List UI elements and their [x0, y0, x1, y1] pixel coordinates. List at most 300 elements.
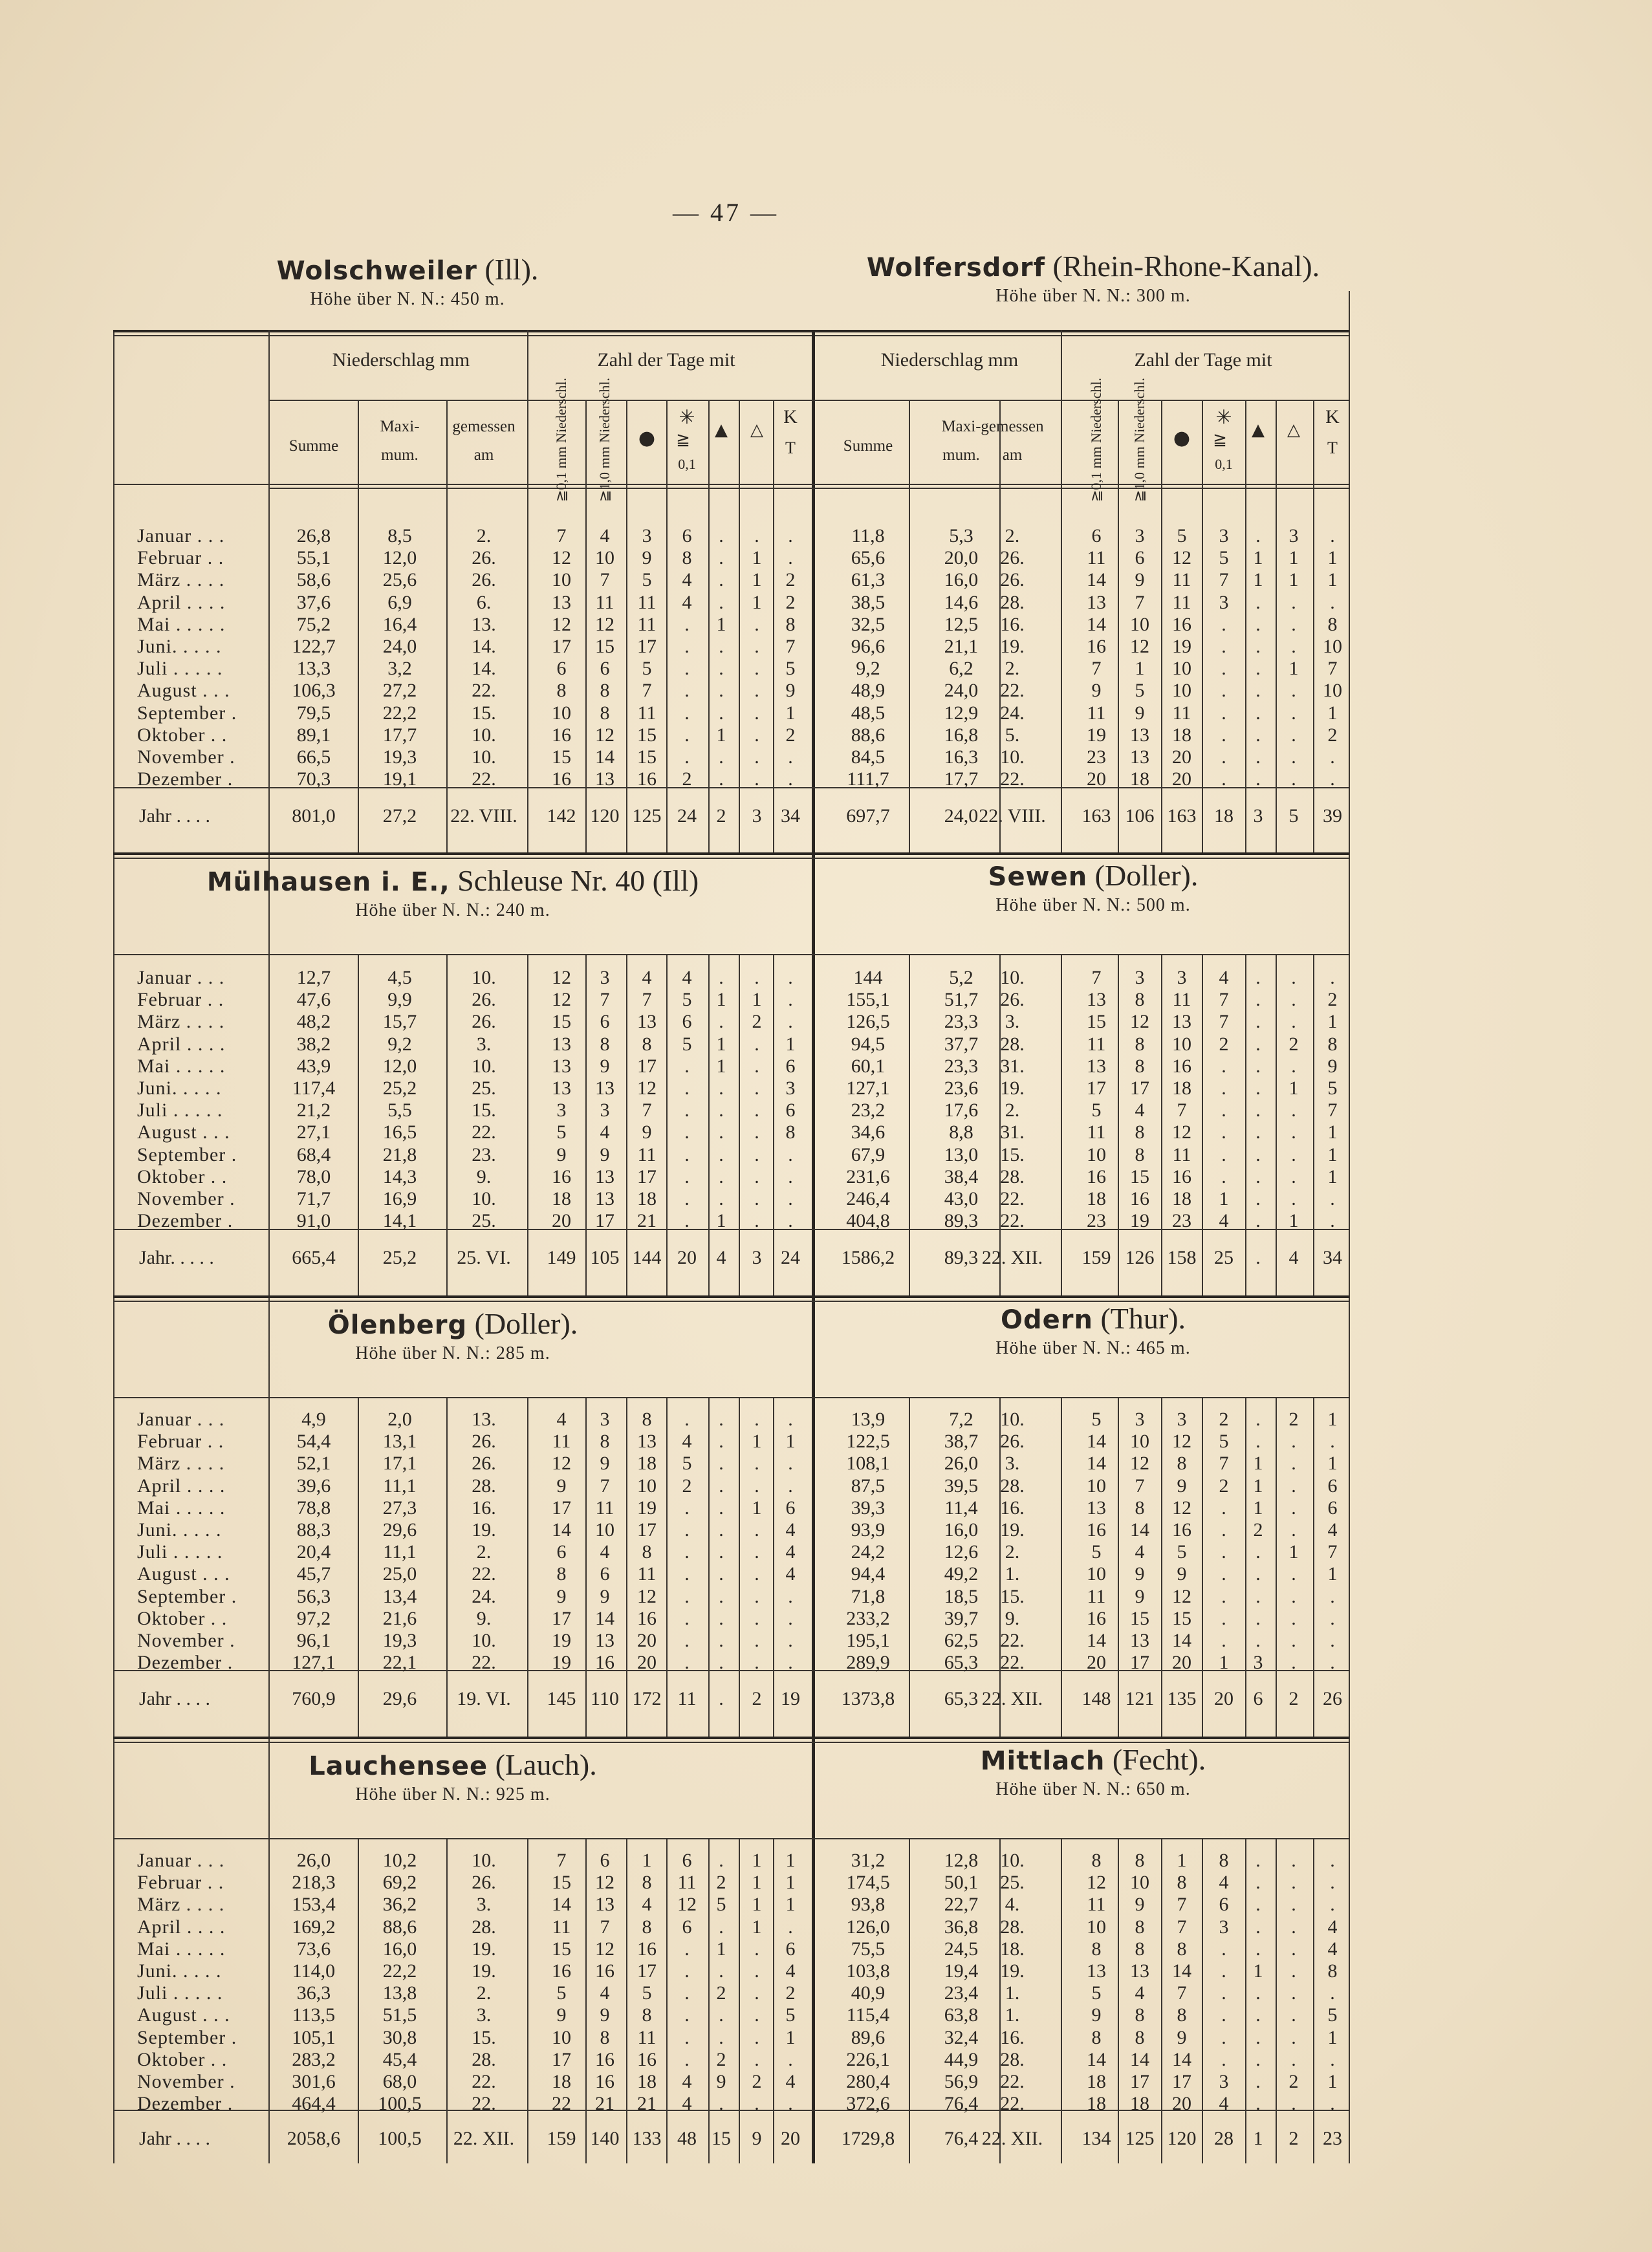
data-cell: 1: [1327, 1409, 1338, 1430]
month-label: März . . . .: [137, 1453, 225, 1475]
data-cell: 1: [716, 724, 726, 746]
data-cell: .: [1291, 680, 1296, 702]
data-cell: .: [719, 1187, 724, 1209]
month-label: Mai . . . . .: [137, 1055, 226, 1077]
data-cell: .: [719, 1475, 724, 1497]
data-cell: 7: [600, 569, 610, 591]
year-total-wolfersdorf-9: 39: [1323, 805, 1342, 827]
data-cell: 18: [1172, 724, 1191, 746]
station-name-mittlach: [981, 1742, 1206, 1777]
data-cell: 1: [716, 613, 726, 635]
data-cell: 51,5: [382, 2004, 417, 2026]
data-cell: 29,6: [382, 1519, 417, 1541]
header-col-divider-right-5: [1202, 400, 1203, 484]
year-total-odern-6: 20: [1214, 1688, 1234, 1709]
hail-icon-right: ▲: [1252, 420, 1265, 440]
data-cell: 8: [600, 2026, 610, 2048]
data-cell: .: [754, 1409, 759, 1430]
data-col-muelhausen-7: [717, 967, 726, 1232]
data-cell: 283,2: [292, 2048, 336, 2070]
data-cell: 17: [1130, 2070, 1149, 2092]
data-cell: .: [1255, 2004, 1261, 2026]
data-cell: 1: [752, 547, 762, 569]
data-cell: 7: [1219, 569, 1229, 591]
data-col-muelhausen-3: [552, 967, 571, 1232]
data-cell: 5: [1177, 525, 1187, 547]
data-col-odern-4: [1130, 1409, 1149, 1674]
data-col-divider-2-left-1: [446, 1397, 448, 1737]
data-cell: 3: [1219, 591, 1229, 613]
data-cell: 9: [1135, 702, 1145, 724]
data-cell: .: [1255, 1894, 1261, 1916]
data-cell: 13: [1087, 1055, 1106, 1077]
month-label: Januar . . .: [137, 525, 225, 547]
data-cell: .: [1255, 1938, 1261, 1960]
data-cell: 103,8: [846, 1960, 890, 1982]
header-col-divider-right-8: [1313, 400, 1314, 484]
data-cell: 17: [637, 1960, 657, 1982]
data-cell: 23: [1172, 1210, 1191, 1232]
data-cell: 8: [600, 680, 610, 702]
data-cell: .: [1221, 1960, 1226, 1982]
data-col-divider-2-right-0: [909, 1397, 910, 1737]
data-cell: 27,3: [382, 1497, 417, 1519]
data-cell: 2,0: [387, 1409, 412, 1430]
data-cell: 13: [595, 1165, 614, 1187]
data-cell: .: [1255, 1011, 1261, 1033]
data-col-lauchensee-5: [637, 1850, 657, 2115]
data-col-divider-1-left-0: [358, 954, 359, 1295]
data-col-wolschweiler-7: [717, 525, 726, 790]
header-col-divider-left-7: [739, 400, 740, 484]
data-cell: 372,6: [846, 2093, 890, 2115]
data-cell: 1: [716, 989, 726, 1011]
data-cell: 68,4: [296, 1143, 331, 1165]
data-cell: 2: [752, 1011, 762, 1033]
data-cell: 18: [1172, 1187, 1191, 1209]
data-cell: .: [1330, 1982, 1335, 2004]
data-cell: 9: [642, 547, 652, 569]
data-cell: 19.: [1000, 1077, 1025, 1099]
data-cell: 9: [1135, 1894, 1145, 1916]
data-cell: 39,6: [296, 1475, 331, 1497]
data-cell: 4: [682, 1431, 692, 1453]
data-cell: 19: [637, 1497, 657, 1519]
data-cell: 12,5: [944, 613, 979, 635]
data-col-divider-2-left-5: [666, 1397, 668, 1737]
data-cell: 11,1: [383, 1475, 417, 1497]
data-cell: .: [1291, 1011, 1296, 1033]
table-top-rule-2: [113, 335, 1349, 336]
data-col-divider-1-left-7: [739, 954, 740, 1295]
data-cell: 6: [1219, 1894, 1229, 1916]
data-col-divider-0-left-4: [626, 484, 627, 852]
data-cell: 7: [1219, 989, 1229, 1011]
data-cell: 27,2: [382, 680, 417, 702]
data-cell: 22.: [472, 2093, 496, 2115]
data-cell: 22.: [472, 1652, 496, 1674]
data-col-mittlach-8: [1289, 1850, 1299, 2115]
data-cell: 8: [1177, 1453, 1187, 1475]
data-cell: 3.: [1005, 1011, 1020, 1033]
header-gemessen-right: gemessen am: [981, 418, 1044, 464]
year-total-odern-9: 26: [1323, 1688, 1342, 1709]
data-cell: 25.: [472, 1077, 496, 1099]
header-col-divider-left-6: [708, 400, 710, 484]
data-cell: 14: [1130, 1519, 1149, 1541]
data-cell: .: [1255, 1055, 1261, 1077]
data-cell: 94,5: [851, 1033, 886, 1055]
snow-sub-right: 0,1: [1215, 456, 1233, 472]
data-col-divider-0-right-3: [1118, 484, 1119, 852]
data-cell: 19,3: [382, 1629, 417, 1651]
snow-icon-left-sub: ≧: [676, 430, 690, 449]
data-cell: .: [1255, 768, 1261, 790]
data-cell: 8: [1135, 1121, 1145, 1143]
data-cell: 8: [785, 613, 796, 635]
data-cell: .: [1330, 1894, 1335, 1916]
data-cell: 16: [552, 1960, 571, 1982]
data-cell: 14.: [472, 635, 496, 657]
year-total-odern-7: 6: [1253, 1688, 1263, 1709]
data-cell: 12: [552, 967, 571, 988]
data-cell: 7: [1177, 1982, 1187, 2004]
data-cell: 1: [716, 1938, 726, 1960]
year-total-wolschweiler-6: 24: [677, 805, 697, 827]
month-label: Dezember .: [137, 1652, 234, 1674]
data-cell: 62,5: [944, 1629, 979, 1651]
data-cell: 23,3: [944, 1055, 979, 1077]
data-cell: 34,6: [851, 1121, 886, 1143]
data-cell: 52,1: [296, 1453, 331, 1475]
data-cell: .: [1221, 2048, 1226, 2070]
data-cell: 16,3: [944, 746, 979, 768]
data-cell: 26.: [472, 547, 496, 569]
data-cell: 45,7: [296, 1563, 331, 1585]
data-cell: 19: [1130, 1210, 1149, 1232]
data-cell: 88,3: [296, 1519, 331, 1541]
data-cell: 226,1: [846, 2048, 890, 2070]
data-cell: 1: [752, 1894, 762, 1916]
data-cell: .: [1221, 1938, 1226, 1960]
data-cell: .: [719, 967, 724, 988]
data-cell: 19.: [472, 1519, 496, 1541]
data-cell: .: [1221, 768, 1226, 790]
data-cell: .: [1255, 1165, 1261, 1187]
data-cell: 1: [785, 2026, 796, 2048]
data-cell: 3,2: [387, 658, 412, 680]
data-col-mittlach-4: [1130, 1850, 1149, 2115]
data-cell: 7: [1135, 1475, 1145, 1497]
data-cell: 71,8: [851, 1585, 886, 1607]
data-col-divider-0-left-5: [666, 484, 668, 852]
data-cell: .: [1291, 2004, 1296, 2026]
year-total-sewen-5: 158: [1167, 1247, 1197, 1268]
station-river: Schleuse Nr. 40 (Ill): [450, 864, 699, 897]
data-cell: 1: [1253, 1475, 1263, 1497]
month-label: Oktober . .: [137, 1165, 228, 1187]
year-total-wolfersdorf-2: 22. VIII.: [979, 805, 1046, 827]
data-cell: .: [719, 2026, 724, 2048]
data-cell: .: [754, 1099, 759, 1121]
data-cell: 22.: [1000, 1652, 1025, 1674]
data-cell: .: [754, 1629, 759, 1651]
station-height-oelenberg: Höhe über N. N.: 285 m.: [355, 1343, 550, 1363]
data-cell: 16: [1172, 613, 1191, 635]
data-cell: 4: [785, 1563, 796, 1585]
month-label: November .: [137, 2071, 235, 2093]
data-cell: 10: [1087, 1475, 1106, 1497]
data-cell: .: [1330, 1872, 1335, 1894]
year-total-odern-0: 1373,8: [841, 1688, 895, 1709]
month-column-1: [137, 967, 237, 1232]
data-col-divider-0-right-6: [1245, 484, 1246, 852]
station-height-muelhausen: Höhe über N. N.: 240 m.: [355, 900, 550, 920]
month-label: August . . .: [137, 1563, 230, 1585]
data-col-wolfersdorf-3: [1087, 525, 1106, 790]
data-cell: 13,3: [296, 658, 331, 680]
month-label: September .: [137, 702, 237, 724]
data-cell: 15: [1130, 1165, 1149, 1187]
data-cell: .: [1291, 1960, 1296, 1982]
data-cell: 4: [785, 1541, 796, 1563]
header-mid-rule-left: [268, 400, 812, 401]
year-total-muelhausen-6: 20: [677, 1247, 697, 1268]
data-cell: 7: [1177, 1916, 1187, 1938]
data-cell: 9: [1327, 1055, 1338, 1077]
data-cell: .: [684, 724, 690, 746]
year-total-lauchensee-3: 159: [547, 2128, 576, 2149]
data-cell: .: [754, 525, 759, 547]
month-label: Dezember .: [137, 768, 234, 790]
header-maximum-left: Maxi- mum.: [380, 418, 420, 464]
data-cell: 122,5: [846, 1431, 890, 1453]
data-col-odern-2: [1000, 1409, 1025, 1674]
data-cell: 7: [1177, 1099, 1187, 1121]
data-cell: 11: [637, 613, 657, 635]
data-col-divider-1-left-6: [708, 954, 710, 1295]
data-cell: 19.: [1000, 635, 1025, 657]
data-cell: 10: [552, 569, 571, 591]
data-cell: 16,8: [944, 724, 979, 746]
data-cell: 4: [1219, 1210, 1229, 1232]
data-cell: 1: [1327, 547, 1338, 569]
data-cell: 1: [1253, 1453, 1263, 1475]
data-cell: 15: [1172, 1607, 1191, 1629]
data-col-odern-3: [1087, 1409, 1106, 1674]
data-cell: .: [1221, 1497, 1226, 1519]
data-cell: 10: [1172, 680, 1191, 702]
data-col-muelhausen-9: [786, 967, 796, 1232]
data-cell: .: [1291, 1519, 1296, 1541]
data-col-divider-1-right-7: [1276, 954, 1277, 1295]
data-cell: .: [719, 525, 724, 547]
data-cell: .: [1330, 768, 1335, 790]
data-cell: 5: [556, 1982, 567, 2004]
data-cell: 1: [1288, 1541, 1299, 1563]
data-cell: .: [1330, 1187, 1335, 1209]
data-cell: .: [1291, 989, 1296, 1011]
data-cell: .: [1255, 591, 1261, 613]
data-col-divider-0-right-2: [1061, 484, 1062, 852]
data-col-divider-2-left-3: [585, 1397, 587, 1737]
station-title-lauchensee: [309, 1748, 596, 1805]
data-cell: 26.: [1000, 1431, 1025, 1453]
year-label-1: Jahr. . . . .: [139, 1247, 214, 1268]
data-cell: .: [719, 1607, 724, 1629]
year-total-muelhausen-4: 105: [590, 1247, 620, 1268]
data-cell: 8: [1135, 1916, 1145, 1938]
data-cell: 20: [1172, 2093, 1191, 2115]
month-label: November .: [137, 1188, 235, 1210]
data-cell: 2.: [1005, 1099, 1020, 1121]
data-cell: .: [754, 2093, 759, 2115]
header-bottom-rule-2: [268, 488, 1349, 489]
data-cell: 20: [637, 1629, 657, 1651]
data-cell: .: [1291, 1850, 1296, 1871]
data-cell: 1: [642, 1850, 652, 1871]
station-title-wolfersdorf: [867, 249, 1320, 307]
data-cell: 93,8: [851, 1894, 886, 1916]
header-ge01-left: ≧0,1 mm Niederschl.: [553, 378, 569, 502]
data-cell: 26,0: [944, 1453, 979, 1475]
data-col-divider-2-left-6: [708, 1397, 710, 1737]
data-cell: 11: [637, 1143, 657, 1165]
station-title-wolschweiler: [277, 252, 539, 310]
data-cell: 7: [785, 635, 796, 657]
data-col-wolschweiler-8: [752, 525, 762, 790]
data-cell: .: [684, 1409, 690, 1430]
data-col-lauchensee-0: [292, 1850, 336, 2115]
data-cell: 13: [552, 1033, 571, 1055]
data-cell: .: [719, 1077, 724, 1099]
data-cell: 66,5: [296, 746, 331, 768]
data-cell: 14,6: [944, 591, 979, 613]
data-cell: 6: [600, 1563, 610, 1585]
header-col-divider-right-0: [909, 400, 910, 484]
data-cell: 1.: [1005, 1982, 1020, 2004]
data-cell: 37,7: [944, 1033, 979, 1055]
data-cell: 5: [682, 1453, 692, 1475]
data-cell: .: [1330, 1607, 1335, 1629]
data-col-divider-3-right-0: [909, 1838, 910, 2163]
data-cell: 3.: [476, 1033, 492, 1055]
data-cell: 16: [1087, 1607, 1106, 1629]
data-cell: 9: [785, 680, 796, 702]
data-col-divider-3-right-4: [1161, 1838, 1162, 2163]
data-cell: 22.: [1000, 1187, 1025, 1209]
header-summe-right: Summe: [843, 437, 893, 455]
year-total-mittlach-1: 76,4: [944, 2128, 979, 2149]
data-col-oelenberg-1: [383, 1409, 417, 1674]
data-cell: 10: [552, 2026, 571, 2048]
data-cell: 122,7: [292, 635, 336, 657]
station-name-oelenberg: [328, 1306, 578, 1341]
data-cell: 13: [595, 1894, 614, 1916]
data-cell: 20: [1172, 768, 1191, 790]
month-label: Juni. . . . .: [137, 1960, 222, 1982]
data-cell: 9: [1135, 1585, 1145, 1607]
data-cell: 12: [552, 989, 571, 1011]
data-cell: 1: [1288, 569, 1299, 591]
data-col-oelenberg-4: [595, 1409, 614, 1674]
data-cell: .: [1221, 1585, 1226, 1607]
data-cell: .: [684, 680, 690, 702]
data-cell: .: [1221, 1165, 1226, 1187]
data-cell: 155,1: [846, 989, 890, 1011]
data-cell: 19.: [472, 1960, 496, 1982]
data-cell: .: [1255, 1121, 1261, 1143]
data-cell: 5: [1091, 1409, 1102, 1430]
data-cell: 7,2: [949, 1409, 973, 1430]
header-mid-rule-right: [812, 400, 1349, 401]
data-cell: 289,9: [846, 1652, 890, 1674]
thunder-sub-left: T: [785, 438, 796, 457]
data-cell: .: [788, 1629, 793, 1651]
station-river: (Doller).: [1087, 859, 1199, 892]
section-sep-0: [113, 852, 1349, 855]
data-cell: .: [788, 1916, 793, 1938]
month-label: Mai . . . . .: [137, 1497, 226, 1519]
data-cell: .: [1221, 1982, 1226, 2004]
data-cell: 15.: [1000, 1143, 1025, 1165]
data-cell: 39,7: [944, 1607, 979, 1629]
data-cell: 12: [552, 547, 571, 569]
data-cell: 4: [600, 525, 610, 547]
data-cell: 3: [1253, 1652, 1263, 1674]
data-cell: 6: [1091, 525, 1102, 547]
data-cell: 16: [637, 2048, 657, 2070]
year-total-mittlach-5: 120: [1167, 2128, 1197, 2149]
data-cell: .: [788, 525, 793, 547]
data-cell: 11: [552, 1916, 571, 1938]
data-col-divider-3-left-3: [585, 1838, 587, 2163]
data-cell: 4: [642, 1894, 652, 1916]
data-cell: .: [1221, 1055, 1226, 1077]
station-name-sewen: [988, 858, 1199, 893]
data-cell: .: [788, 1187, 793, 1209]
data-cell: 15.: [1000, 1585, 1025, 1607]
data-col-oelenberg-9: [786, 1409, 796, 1674]
data-cell: 10: [1087, 1143, 1106, 1165]
data-cell: 301,6: [292, 2070, 336, 2092]
station-river: (Doller).: [467, 1307, 578, 1340]
data-cell: 1: [1327, 569, 1338, 591]
data-cell: .: [754, 1982, 759, 2004]
data-cell: 28.: [1000, 2048, 1025, 2070]
data-cell: 2: [1219, 1033, 1229, 1055]
data-cell: .: [754, 635, 759, 657]
data-cell: 38,2: [296, 1033, 331, 1055]
data-col-divider-1-right-4: [1161, 954, 1162, 1295]
header-zahl-right: Zahl der Tage mit: [1134, 349, 1272, 371]
year-total-wolfersdorf-8: 5: [1288, 805, 1299, 827]
header-col-divider-left-8: [773, 400, 774, 484]
data-cell: 28.: [1000, 1033, 1025, 1055]
station-title-sewen: [988, 858, 1199, 916]
data-cell: 5: [785, 2004, 796, 2026]
data-cell: 13: [1130, 746, 1149, 768]
data-cell: 231,6: [846, 1165, 890, 1187]
data-cell: .: [1255, 658, 1261, 680]
data-cell: 24,5: [944, 1938, 979, 1960]
data-cell: 9: [716, 2070, 726, 2092]
year-total-mittlach-3: 134: [1081, 2128, 1111, 2149]
data-cell: 16.: [472, 1497, 496, 1519]
data-cell: 15: [637, 724, 657, 746]
year-total-mittlach-8: 2: [1288, 2128, 1299, 2149]
data-col-divider-2-right-7: [1276, 1397, 1277, 1737]
